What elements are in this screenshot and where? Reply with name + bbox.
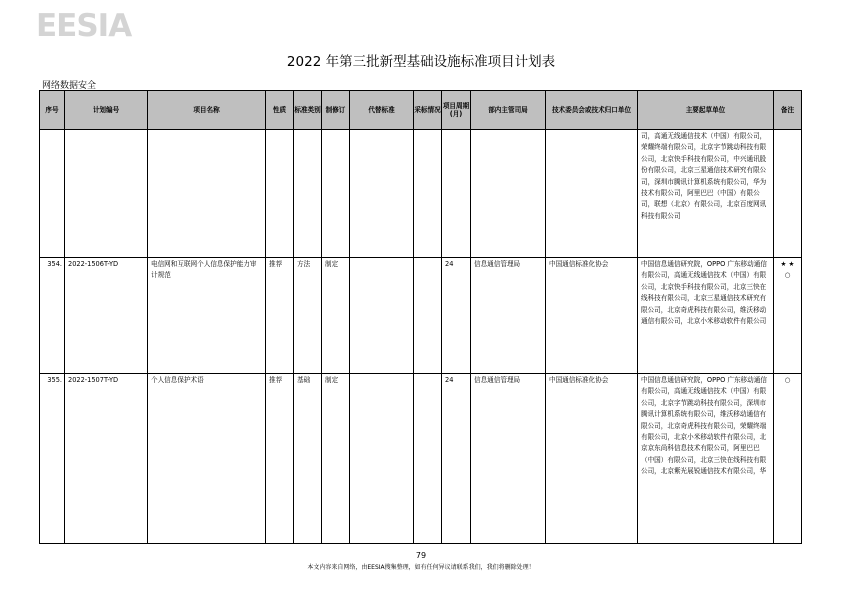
header-department: 部内主管司局 xyxy=(471,91,546,130)
cell-name: 个人信息保护术语 xyxy=(148,374,266,544)
cell-no: 354. xyxy=(40,258,65,374)
table-row xyxy=(40,258,802,374)
cell-committee: 中国通信标准化协会 xyxy=(546,374,638,544)
cell-period xyxy=(442,130,471,258)
header-orgs: 主要起草单位 xyxy=(638,91,774,130)
cell-category: 基础 xyxy=(294,374,322,544)
cell-name: 电信网和互联网个人信息保护能力审计规范 xyxy=(148,258,266,374)
cell-committee xyxy=(546,130,638,258)
table-header-row xyxy=(40,91,802,130)
cell-period: 24 xyxy=(442,258,471,374)
cell-category: 方法 xyxy=(294,258,322,374)
table-row xyxy=(40,374,802,544)
header-revision: 制修订 xyxy=(322,91,350,130)
header-replaced: 代替标准 xyxy=(350,91,414,130)
footer-note: 本文内容来自网络，由EESIA搜集整理，如有任何异议请联系我们，我们将删除处理！ xyxy=(307,564,535,571)
cell-plan-id xyxy=(65,130,148,258)
cell-orgs: 司，高通无线通信技术（中国）有限公司，荣耀终端有限公司，北京字节跳动科技有限公司，北京快手科技有限公司，中兴通讯股份有限公司，北京三星通信技术研究有限公司，深圳市腾讯计算机系统有限公司，华为技术有限公司，阿里巴巴（中国）有限公司，联想（北京）有限公司，北京百度网讯科技有限公司 xyxy=(638,130,774,258)
table-row xyxy=(40,130,802,258)
cell-replaced xyxy=(350,374,414,544)
cell-revision: 制定 xyxy=(322,374,350,544)
cell-revision xyxy=(322,130,350,258)
cell-adoption xyxy=(414,258,442,374)
header-nature: 性质 xyxy=(266,91,294,130)
cell-no xyxy=(40,130,65,258)
header-adoption: 采标情况 xyxy=(414,91,442,130)
header-no: 序号 xyxy=(40,91,65,130)
cell-revision: 制定 xyxy=(322,258,350,374)
header-remarks: 备注 xyxy=(774,91,802,130)
header-plan-id: 计划编号 xyxy=(65,91,148,130)
cell-plan-id: 2022-1507T-YD xyxy=(65,374,148,544)
cell-remarks: ○ xyxy=(774,374,802,544)
standards-plan-table xyxy=(39,90,802,544)
cell-category xyxy=(294,130,322,258)
cell-replaced xyxy=(350,258,414,374)
cell-adoption xyxy=(414,374,442,544)
cell-orgs: 中国信息通信研究院，OPPO 广东移动通信有限公司，高通无线通信技术（中国）有限公司，北京字节跳动科技有限公司，深圳市腾讯计算机系统有限公司，维沃移动通信有限公司，北京奇虎科技有限公司，荣耀终端有限公司，北京小米移动软件有限公司，北京京东尚科信息技术有限公司，阿里巴巴（中国）有限公司，北京三快在线科技有限公司，北京紫光展锐通信技术有限公司，华 xyxy=(638,374,774,544)
cell-nature: 推荐 xyxy=(266,374,294,544)
cell-nature: 推荐 xyxy=(266,258,294,374)
cell-plan-id: 2022-1506T-YD xyxy=(65,258,148,374)
cell-remarks: ★ ★ ○ xyxy=(774,258,802,374)
category-label: 网络数据安全 xyxy=(42,81,97,91)
cell-committee: 中国通信标准化协会 xyxy=(546,258,638,374)
cell-remarks xyxy=(774,130,802,258)
cell-no: 355. xyxy=(40,374,65,544)
header-period: 项目周期(月) xyxy=(442,91,471,130)
cell-name xyxy=(148,130,266,258)
cell-department xyxy=(471,130,546,258)
cell-replaced xyxy=(350,130,414,258)
header-category: 标准类别 xyxy=(294,91,322,130)
page-number: 79 xyxy=(415,551,427,560)
cell-nature xyxy=(266,130,294,258)
cell-department: 信息通信管理局 xyxy=(471,258,546,374)
header-name: 项目名称 xyxy=(148,91,266,130)
cell-orgs: 中国信息通信研究院，OPPO 广东移动通信有限公司，高通无线通信技术（中国）有限公司，北京快手科技有限公司，北京三快在线科技有限公司，北京三星通信技术研究有限公司，北京奇虎科技有限公司，维沃移动通信有限公司，北京小米移动软件有限公司 xyxy=(638,258,774,374)
cell-adoption xyxy=(414,130,442,258)
watermark-logo: EESIA xyxy=(36,8,132,44)
header-committee: 技术委员会或技术归口单位 xyxy=(546,91,638,130)
page-title: 2022 年第三批新型基础设施标准项目计划表 xyxy=(286,54,556,70)
cell-department: 信息通信管理局 xyxy=(471,374,546,544)
cell-period: 24 xyxy=(442,374,471,544)
